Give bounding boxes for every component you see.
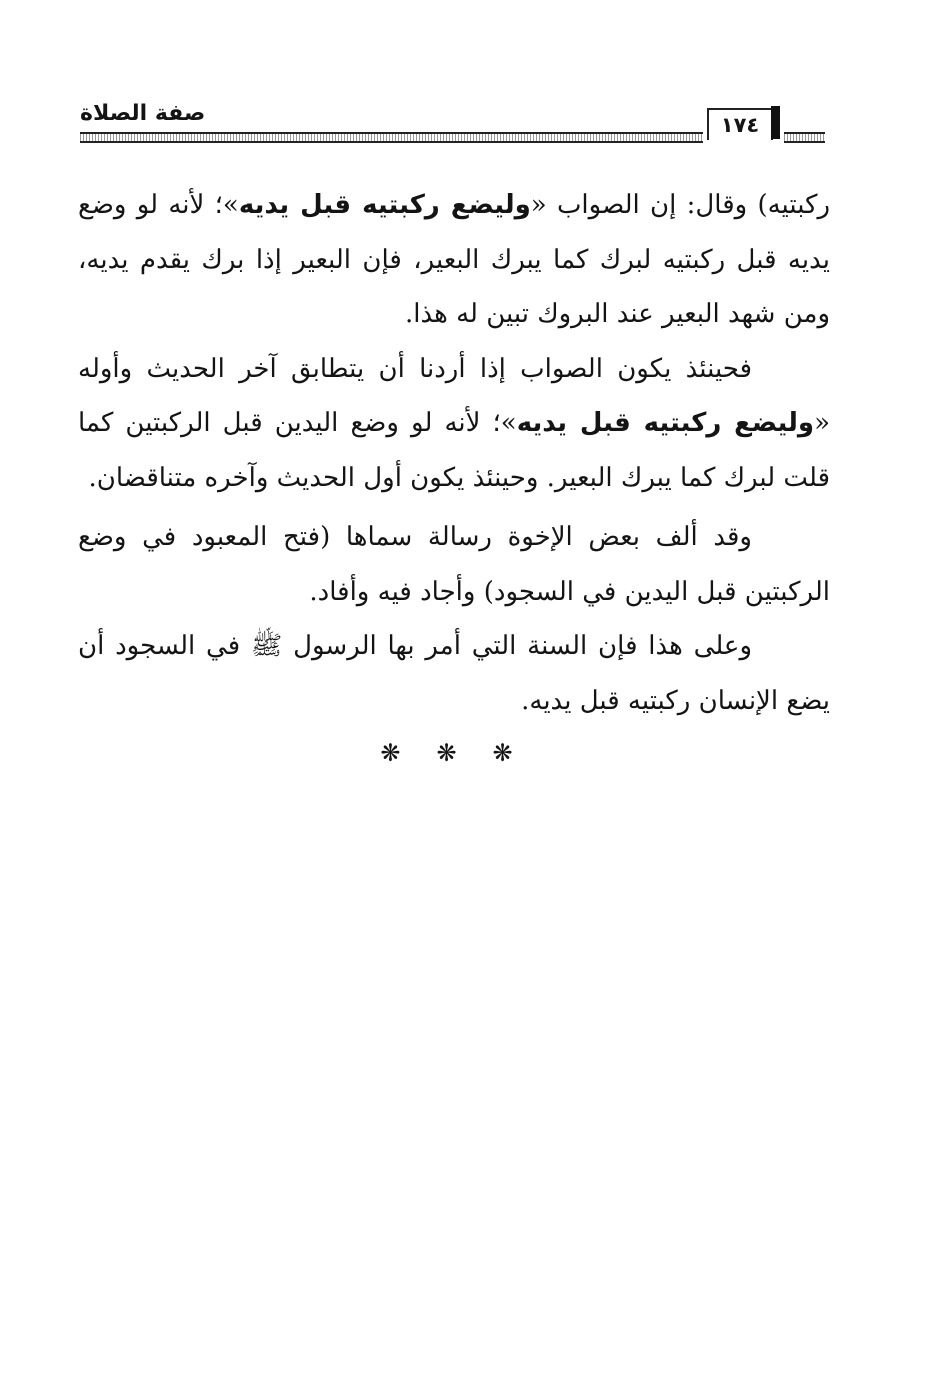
paragraph-4-part-b: في السجود أن يضع الإنسان ركبتيه قبل يديه. — [78, 631, 830, 716]
paragraph-4-part-a: وعلى هذا فإن السنة التي أمر بها الرسول — [282, 631, 753, 661]
hadith-quote: وليضع ركبتيه قبل يديه — [516, 408, 815, 438]
paragraph-1 — [78, 178, 830, 342]
section-end-ornaments: ❋❋❋ — [380, 739, 549, 767]
paragraph-2 — [78, 342, 830, 506]
page-number-box — [707, 108, 773, 140]
body-text — [78, 178, 830, 728]
page-number-bar — [771, 106, 780, 139]
paragraph-2-part-a: فحينئذ يكون الصواب إذا أردنا أن يتطابق آخر الحديث وأوله « — [78, 353, 830, 438]
running-title: صفة الصلاة — [80, 101, 206, 126]
page-number: ١٧٤ — [720, 113, 760, 137]
honorific-symbol: ﷺ — [250, 631, 283, 661]
paragraph-1-part-a: ركبتيه) وقال: إن الصواب « — [530, 190, 831, 220]
header-rule-right — [784, 132, 825, 143]
hadith-quote: وليضع ركبتيه قبل يديه — [238, 190, 531, 220]
paragraph-3-text: وقد ألف بعض الإخوة رسالة سماها (فتح المعبود في وضع الركبتين قبل اليدين في السجود) وأجاد فيه وأفاد. — [78, 522, 830, 607]
header-rule — [80, 132, 703, 143]
page-header — [80, 100, 825, 156]
paragraph-2-part-b: »؛ لأنه لو وضع اليدين قبل الركبتين كما قلت لبرك كما يبرك البعير. وحينئذ يكون أول الحديث وآخره متناقضان. — [78, 408, 830, 493]
paragraph-1-part-b: »؛ لأنه لو وضع يديه قبل ركبتيه لبرك كما يبرك البعير، فإن البعير إذا برك يقدم يديه، ومن شهد البعير عند البروك تبين له هذا. — [78, 190, 830, 329]
paragraph-4 — [78, 619, 830, 728]
paragraph-3 — [78, 510, 830, 619]
